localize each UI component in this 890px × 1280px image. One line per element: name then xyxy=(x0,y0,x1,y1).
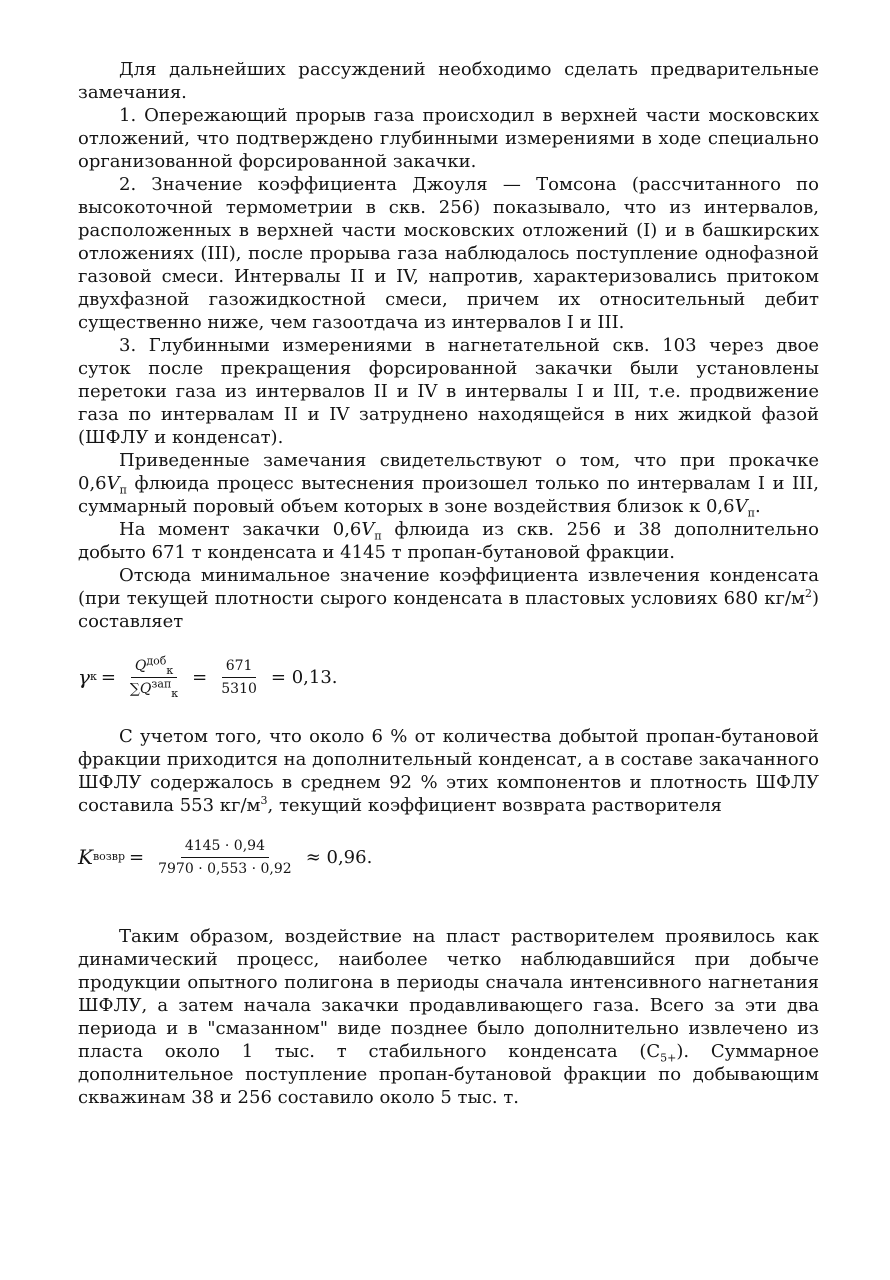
fraction-numeric xyxy=(154,837,296,878)
q-symbol: Q xyxy=(134,657,147,674)
symbol-v-subscript: п xyxy=(119,483,127,497)
text-segment: ). Суммарное дополнительное поступление пропан-бутановой фракции по добывающим скважинам 38 и 256 составило около 5 тыс. т. xyxy=(78,1041,820,1108)
equals-sign: = xyxy=(129,846,145,868)
q-symbol: Q xyxy=(139,680,152,697)
c-subscript: 5+ xyxy=(660,1051,677,1065)
q-subscript: к xyxy=(171,686,179,700)
superscript-3: 3 xyxy=(260,794,268,807)
formula-result: ≈ 0,96. xyxy=(305,846,373,868)
paragraph-return-intro xyxy=(78,725,819,817)
text-segment: Отсюда минимальное значение коэффициента извлечения конденсата (при текущей плотности сырого конденсата в пластовых условиях 680 кг/м xyxy=(78,565,819,609)
paragraph-recovery-intro xyxy=(78,564,819,633)
paragraph-conclusion xyxy=(78,449,819,518)
text-segment: С учетом того, что около 6 % от количества добытой пропан-бутановой фракции приходится на дополнительный конденсат, а в составе закачанного ШФЛУ содержалось в среднем 92 % этих компонентов и плотность ШФЛУ составила 553 кг/м xyxy=(78,726,819,816)
text-segment: Таким образом, воздействие на пласт растворителем проявилось как динамический процесс, наиболее четко наблюдавшийся при добыче продукции опытного полигона в периоды сначала интенсивного нагнетания ШФЛУ, а затем начала закачки продавливающего газа. Всего за эти два периода и в "смазанном" виде позднее было дополнительно извлечено из пласта около 1 тыс. т стабильного конденсата (C xyxy=(78,926,819,1062)
formula-result: = 0,13. xyxy=(270,666,338,688)
formula-lhs: γ xyxy=(78,664,90,689)
symbol-v: V xyxy=(106,473,120,494)
text-segment: флюида процесс вытеснения произошел только по интервалам I и III, суммарный поровый объем которых в зоне воздействия близок к 0,6 xyxy=(78,473,819,517)
paragraph-remark-3: 3. Глубинными измерениями в нагнетательной скв. 103 через двое суток после прекращения форсированной закачки были установлены перетоки газа из интервалов II и IV в интервалы I и III, т.е. продвижение газа по интервалам II и IV затруднено находящейся в них жидкой фазой (ШФЛУ и конденсат). xyxy=(78,335,819,448)
symbol-v-subscript: п xyxy=(747,506,755,520)
fraction-numeric xyxy=(217,657,261,698)
superscript-2: 2 xyxy=(804,587,812,600)
text-segment: Приведенные замечания свидетельствуют о том, что при прокачке 0,6 xyxy=(78,450,819,494)
paragraph-production xyxy=(78,518,819,564)
fraction-q xyxy=(126,653,182,700)
symbol-v-subscript: п xyxy=(374,529,382,543)
paragraph-remark-1: 1. Опережающий прорыв газа происходил в верхней части московских отложений, что подтверждено глубинными измерениями в ходе специально организованной форсированной закачки. xyxy=(78,105,819,172)
text-segment: ) составляет xyxy=(78,588,819,632)
formula-return-coefficient: K возвр = $\frac{4145 \cdot 0,94}{7970 \cdot 0,553 \cdot 0,92}$ ≈ 0,96. xyxy=(78,837,373,877)
fraction-numerator xyxy=(131,653,177,678)
fraction-denominator: 7970 · 0,553 · 0,92 xyxy=(158,860,292,877)
symbol-v: V xyxy=(361,519,375,540)
fraction-numerator: 671 xyxy=(222,657,257,678)
paragraph-summary xyxy=(78,925,819,1109)
fraction-numerator: 4145 · 0,94 xyxy=(181,837,269,858)
text-segment: флюида из скв. 256 и 38 дополнительно добыто 671 т конденсата и 4145 т пропан-бутановой фракции. xyxy=(78,519,819,563)
q-superscript: доб xyxy=(146,653,167,667)
formula-recovery-coefficient: γ к = $\frac{Q^{доб}_к}{\sum Q^{зап}_к}$ = $\frac{671}{5310}$ = 0,13. xyxy=(78,653,338,700)
sum-symbol: ∑ xyxy=(129,680,140,697)
symbol-v: V xyxy=(734,496,748,517)
formula-lhs: K xyxy=(78,844,93,869)
paragraph-remark-2: 2. Значение коэффициента Джоуля — Томсона (рассчитанного по высокоточной термометрии в скв. 256) показывало, что из интервалов, расположенных в верхней части московских отложений (I) и в башкирских отложениях (III), после прорыва газа наблюдалось поступление однофазной газовой смеси. Интервалы II и IV, напротив, характеризовались притоком двухфазной газожидкостной смеси, причем их относительный дебит существенно ниже, чем газоотдача из интервалов I и III. xyxy=(78,174,819,333)
text-segment: На момент закачки 0,6 xyxy=(119,519,362,540)
page-body xyxy=(78,58,819,1109)
q-superscript: зап xyxy=(151,676,172,690)
equals-sign: = xyxy=(192,666,208,688)
equals-sign: = xyxy=(100,666,116,688)
text-segment: . xyxy=(754,496,761,517)
paragraph-intro: Для дальнейших рассуждений необходимо сделать предварительные замечания. xyxy=(78,59,819,103)
fraction-denominator: 5310 xyxy=(221,680,257,697)
text-segment: , текущий коэффициент возврата растворителя xyxy=(267,795,722,816)
q-subscript: к xyxy=(166,663,174,677)
fraction-denominator xyxy=(126,678,182,698)
